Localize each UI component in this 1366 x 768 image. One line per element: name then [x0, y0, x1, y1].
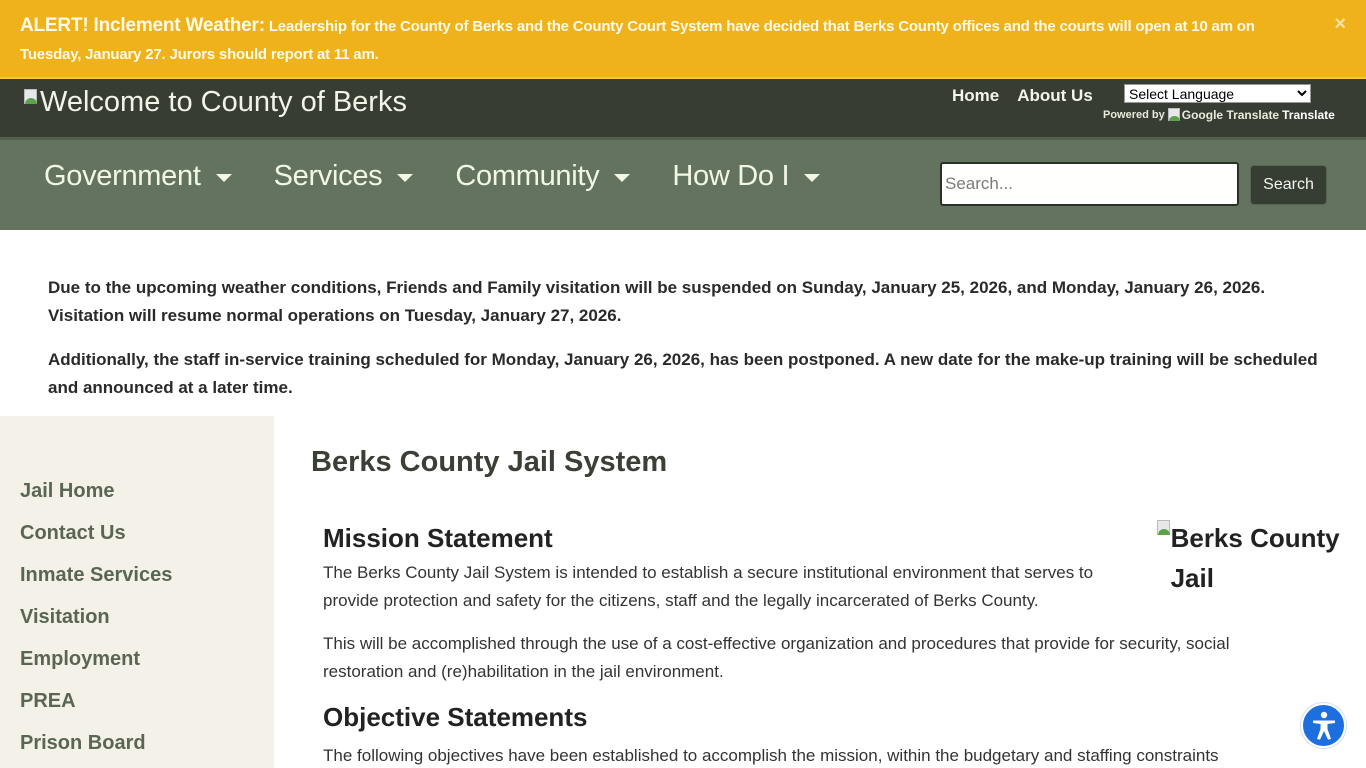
objective-paragraph: The following objectives have been established to accomplish the mission, within the budgetary and staffing constraints [323, 746, 1219, 765]
alert-message: Leadership for the County of Berks and the County Court System have decided that Berks County offices and the courts will open at 10 am on Tuesday, January 27. Jurors should report at 11 am. [20, 18, 1255, 63]
alert-text [20, 12, 1306, 69]
accessibility-button[interactable] [1301, 703, 1346, 748]
sidebar-menu [20, 470, 172, 764]
alert-title: ALERT! Inclement Weather: [20, 15, 265, 36]
nav-menu [44, 160, 862, 193]
mission-paragraph: The Berks County Jail System is intended to establish a secure institutional environment that serves to provide protection and safety for the citizens, staff and the legally incarcerated of Berks County. [323, 563, 1094, 610]
caret-down-icon [397, 174, 413, 182]
home-link[interactable]: Home [952, 86, 1000, 105]
nav-item-label: How Do I [672, 160, 790, 192]
logo-alt-text: Welcome to County of Berks [40, 86, 407, 118]
objective-statements-heading: Objective Statements [323, 702, 588, 732]
sidebar-item-contact-us[interactable]: Contact Us [20, 522, 126, 544]
caret-down-icon [216, 174, 232, 182]
search-button[interactable]: Search [1250, 165, 1327, 205]
powered-by-label: Powered by [1103, 109, 1165, 121]
nav-item-community[interactable] [455, 160, 630, 193]
sidebar-item-jail-home[interactable]: Jail Home [20, 480, 115, 502]
sidebar-item-prea[interactable]: PREA [20, 690, 76, 712]
mission-statement-heading: Mission Statement [323, 523, 553, 553]
caret-down-icon [614, 174, 630, 182]
notice-paragraph: Additionally, the staff in-service training scheduled for Monday, January 26, 2026, has been postponed. A new date for the make-up training will be scheduled and announced at a later time. [48, 350, 1318, 397]
jail-image-alt-text: Berks County Jail [1170, 523, 1340, 593]
broken-image-icon [24, 89, 40, 105]
sidebar-item-visitation[interactable]: Visitation [20, 606, 110, 628]
caret-down-icon [804, 174, 820, 182]
main-navigation [0, 137, 1366, 230]
nav-item-services[interactable] [274, 160, 414, 193]
main-content [323, 520, 1323, 768]
nav-item-label: Services [273, 160, 383, 192]
google-translate-logo [1168, 108, 1279, 122]
accessibility-icon [1310, 711, 1338, 741]
sidebar-item-inmate-services[interactable]: Inmate Services [20, 564, 173, 586]
alert-banner [0, 0, 1366, 79]
top-header [0, 79, 1366, 137]
nav-item-label: Government [44, 160, 201, 192]
search-input[interactable] [940, 162, 1239, 206]
sidebar-item-employment[interactable]: Employment [20, 648, 141, 670]
nav-item-how-do-i[interactable] [672, 160, 820, 193]
mission-paragraph: This will be accomplished through the use of a cost-effective organization and procedures that provide for security, social restoration and (re)habilitation in the jail environment. [323, 634, 1230, 681]
sidebar-item-prison-board[interactable]: Prison Board [20, 732, 146, 754]
site-logo-link[interactable] [24, 87, 407, 123]
language-select[interactable] [1124, 84, 1311, 103]
page-title: Berks County Jail System [311, 446, 668, 478]
google-translate-attribution [1103, 108, 1335, 122]
sidebar [0, 416, 274, 768]
notice-paragraph: Due to the upcoming weather conditions, Friends and Family visitation will be suspended on Sunday, January 25, 2026, and Monday, January 26, 2026. Visitation will resume normal operations on Tuesday, January 27, 2026. [48, 278, 1266, 325]
nav-item-government[interactable] [44, 160, 232, 193]
translate-link[interactable]: Translate [1282, 108, 1335, 122]
broken-image-icon [1168, 108, 1182, 122]
about-us-link[interactable]: About Us [1017, 86, 1093, 105]
utility-links [952, 86, 1093, 106]
nav-item-label: Community [455, 160, 600, 192]
close-icon[interactable]: × [1334, 13, 1346, 35]
google-translate-alt: Google Translate [1181, 108, 1280, 122]
visitation-notice [48, 274, 1328, 418]
